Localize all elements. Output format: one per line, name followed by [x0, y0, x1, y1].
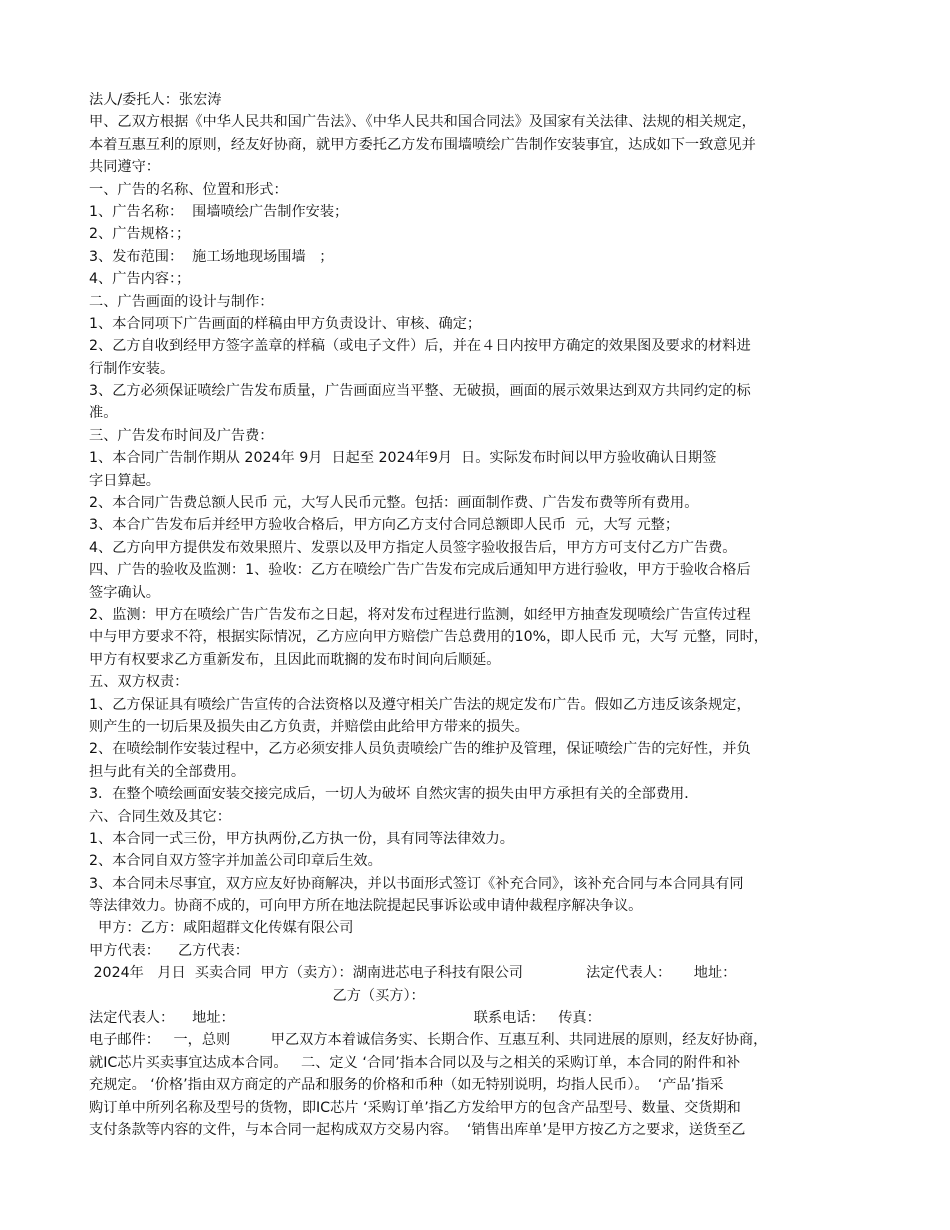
text-line: 2024年 月日 买卖合同 甲方（卖方）：湖南进芯电子科技有限公司 法定代表人： 地址： [89, 965, 737, 982]
text-line: 电子邮件： 一，总则 甲乙双方本着诚信务实、长期合作、互惠互利、共同进展的原则，经友好协商， [89, 1032, 768, 1049]
text-line: 本着互惠互利的原则，经友好协商，就甲方委托乙方发布围墙喷绘广告制作安装事宜，达成如下一致意见并 [89, 136, 756, 153]
text-line: 准。 [89, 405, 118, 422]
text-line: 4、广告内容：； [89, 271, 191, 288]
section-heading: 一、广告的名称、位置和形式： [89, 181, 288, 198]
text-line: 字日算起。 [89, 472, 160, 489]
section-heading: 四、广告的验收及监测：1、验收：乙方在喷绘广告广告发布完成后通知甲方进行验收，甲方于验收合格后 [89, 562, 751, 579]
text-line: 等法律效力。协商不成的，可向甲方所在地法院提起民事诉讼或申请仲裁程序解决争议。 [89, 898, 643, 915]
text-line: 2、监测：甲方在喷绘广告广告发布之日起，将对发布过程进行监测，如经甲方抽查发现喷绘广告宣传过程 [89, 606, 751, 623]
text-line: 3、本合广告发布后并经甲方验收合格后，甲方向乙方支付合同总额即人民币 元，大写 元整； [89, 517, 680, 534]
text-line: 3、发布范围： 施工场地现场围墙 ； [89, 248, 334, 265]
text-line: 购订单中所列名称及型号的货物，即IC芯片 ‘采购订单’指乙方发给甲方的包含产品型号、数量、交货期和 [89, 1099, 741, 1116]
text-line: 2、在喷绘制作安装过程中，乙方必须安排人员负责喷绘广告的维护及管理，保证喷绘广告的完好性，并负 [89, 741, 751, 758]
text-line: 则产生的一切后果及损失由乙方负责，并赔偿由此给甲方带来的损失。 [89, 718, 529, 735]
section-heading: 五、双方权责： [89, 674, 189, 691]
contract-document [89, 89, 874, 1141]
text-line: 1、本合同项下广告画面的样稿由甲方负责设计、审核、确定； [89, 315, 482, 332]
text-line: 甲方有权要求乙方重新发布，且因此而耽搁的发布时间向后顺延。 [89, 651, 501, 668]
text-line: 1、本合同一式三份，甲方执两份,乙方执一份，具有同等法律效力。 [89, 830, 514, 847]
text-line: 中与甲方要求不符，根据实际情况，乙方应向甲方赔偿广告总费用的10%，即人民币 元，大写 元整，同时， [89, 629, 768, 646]
signature-line: 甲方：乙方：咸阳超群文化传媒有限公司 [89, 920, 354, 937]
text-line: 1、广告名称： 围墙喷绘广告制作安装； [89, 203, 349, 220]
text-line: 担与此有关的全部费用。 [89, 763, 246, 780]
text-line: 3、乙方必须保证喷绘广告发布质量，广告画面应当平整、无破损，画面的展示效果达到双方共同约定的标 [89, 383, 751, 400]
text-line: 甲、乙双方根据《中华人民共和国广告法》、《中华人民共和国合同法》及国家有关法律、法规的相关规定， [89, 114, 756, 131]
text-line: 2、本合同自双方签字并加盖公司印章后生效。 [89, 853, 382, 870]
text-line: 4、乙方向甲方提供发布效果照片、发票以及甲方指定人员签字验收报告后，甲方方可支付乙方广告费。 [89, 539, 737, 556]
text-line: 2、乙方自收到经甲方签字盖章的样稿（或电子文件）后，并在４日内按甲方确定的效果图及要求的材料进 [89, 338, 751, 355]
section-heading: 二、广告画面的设计与制作： [89, 293, 274, 310]
text-line: 1、乙方保证具有喷绘广告宣传的合法资格以及遵守相关广告法的规定发布广告。假如乙方违反该条规定， [89, 696, 751, 713]
text-line: 共同遵守： [89, 159, 160, 176]
text-line: 行制作安装。 [89, 360, 175, 377]
text-line: 就IC芯片买卖事宜达成本合同。 二、定义 ‘合同’指本合同以及与之相关的采购订单，本合同的附件和补 [89, 1054, 741, 1071]
text-line: 3、本合同未尽事宜，双方应友好协商解决，并以书面形式签订《补充合同》，该补充合同与本合同具有同 [89, 875, 744, 892]
signature-line: 甲方代表： 乙方代表： [89, 942, 249, 959]
section-heading: 六、合同生效及其它： [89, 808, 231, 825]
section-heading: 三、广告发布时间及广告费： [89, 427, 274, 444]
text-line: 签字确认。 [89, 584, 160, 601]
text-line: 法定代表人： 地址： 联系电话： 传真： [89, 1010, 601, 1027]
text-line: 支付条款等内容的文件，与本合同一起构成双方交易内容。 ‘销售出库单’是甲方按乙方之要求，送货至乙 [89, 1121, 746, 1138]
text-line: 3．在整个喷绘画面安装交接完成后，一切人为破坏 自然灾害的损失由甲方承担有关的全部费用． [89, 786, 699, 803]
text-line: 1、本合同广告制作期从 2024年 9月 日起至 2024年9月 日。实际发布时间以甲方验收确认日期签 [89, 450, 717, 467]
text-line: 充规定。 ‘价格’指由双方商定的产品和服务的价格和币种（如无特别说明，均指人民币）。 ‘产品’指采 [89, 1077, 724, 1094]
text-line: 乙方（买方）： [89, 987, 425, 1004]
text-line: 2、本合同广告费总额人民币 元，大写人民币元整。包括：画面制作费、广告发布费等所有费用。 [89, 495, 699, 512]
text-line: 2、广告规格：； [89, 226, 191, 243]
text-line: 法人/委托人：张宏涛 [89, 92, 222, 108]
